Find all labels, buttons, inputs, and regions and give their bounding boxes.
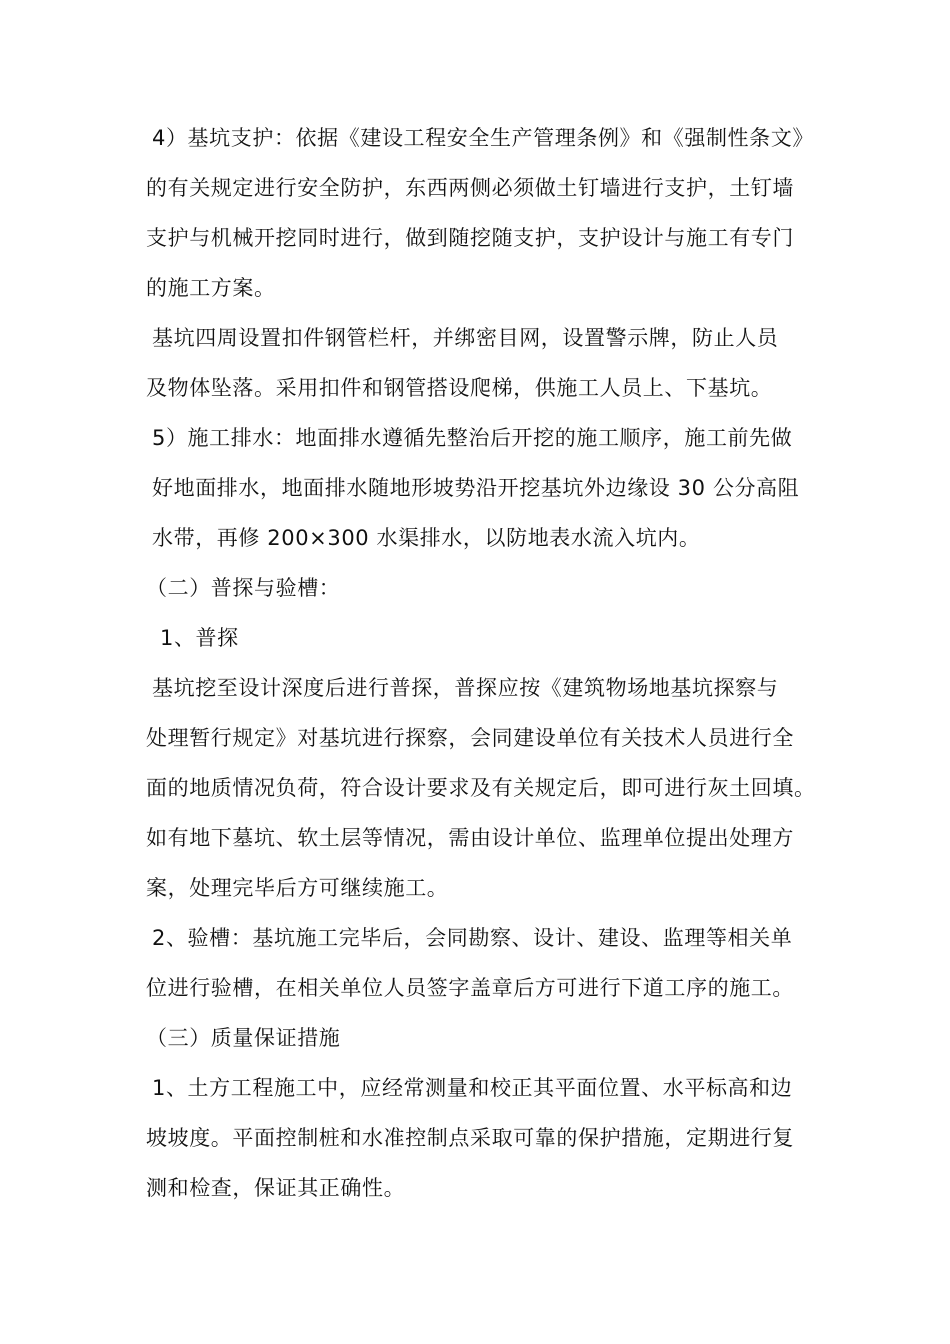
section-heading: （二）普探与验槽： bbox=[146, 576, 341, 600]
paragraph-line: 坡坡度。平面控制桩和水准控制点采取可靠的保护措施，定期进行复 bbox=[146, 1126, 794, 1150]
paragraph-line: 如有地下墓坑、软土层等情况，需由设计单位、监理单位提出处理方 bbox=[146, 826, 794, 850]
paragraph-line: 基坑挖至设计深度后进行普探，普探应按《建筑物场地基坑探察与 bbox=[152, 676, 779, 700]
paragraph-line: 位进行验槽，在相关单位人员签字盖章后方可进行下道工序的施工。 bbox=[146, 976, 794, 1000]
paragraph-line: 支护与机械开挖同时进行，做到随挖随支护，支护设计与施工有专门 bbox=[146, 226, 794, 250]
paragraph-line: 面的地质情况负荷，符合设计要求及有关规定后，即可进行灰土回填。 bbox=[146, 776, 816, 800]
subsection-heading: 1、普探 bbox=[160, 626, 239, 650]
section-heading: （三）质量保证措施 bbox=[146, 1026, 341, 1050]
paragraph-line: 处理暂行规定》对基坑进行探察，会同建设单位有关技术人员进行全 bbox=[146, 726, 794, 750]
paragraph-line: 5）施工排水：地面排水遵循先整治后开挖的施工顺序，施工前先做 bbox=[152, 426, 793, 450]
paragraph-line: 好地面排水，地面排水随地形坡势沿开挖基坑外边缘设 30 公分高阻 bbox=[152, 476, 800, 500]
paragraph-line: 4）基坑支护：依据《建设工程安全生产管理条例》和《强制性条文》 bbox=[152, 126, 814, 150]
paragraph-line: 测和检查，保证其正确性。 bbox=[146, 1176, 406, 1200]
paragraph-line: 2、验槽：基坑施工完毕后，会同勘察、设计、建设、监理等相关单 bbox=[152, 926, 793, 950]
paragraph-line: 及物体坠落。采用扣件和钢管搭设爬梯，供施工人员上、下基坑。 bbox=[146, 376, 773, 400]
paragraph-line: 基坑四周设置扣件钢管栏杆，并绑密目网，设置警示牌，防止人员 bbox=[152, 326, 779, 350]
paragraph-line: 的有关规定进行安全防护，东西两侧必须做土钉墙进行支护，土钉墙 bbox=[146, 176, 794, 200]
paragraph-line: 1、土方工程施工中，应经常测量和校正其平面位置、水平标高和边 bbox=[152, 1076, 793, 1100]
paragraph-line: 的施工方案。 bbox=[146, 276, 276, 300]
paragraph-line: 案，处理完毕后方可继续施工。 bbox=[146, 876, 449, 900]
paragraph-line: 水带，再修 200×300 水渠排水，以防地表水流入坑内。 bbox=[152, 526, 701, 550]
